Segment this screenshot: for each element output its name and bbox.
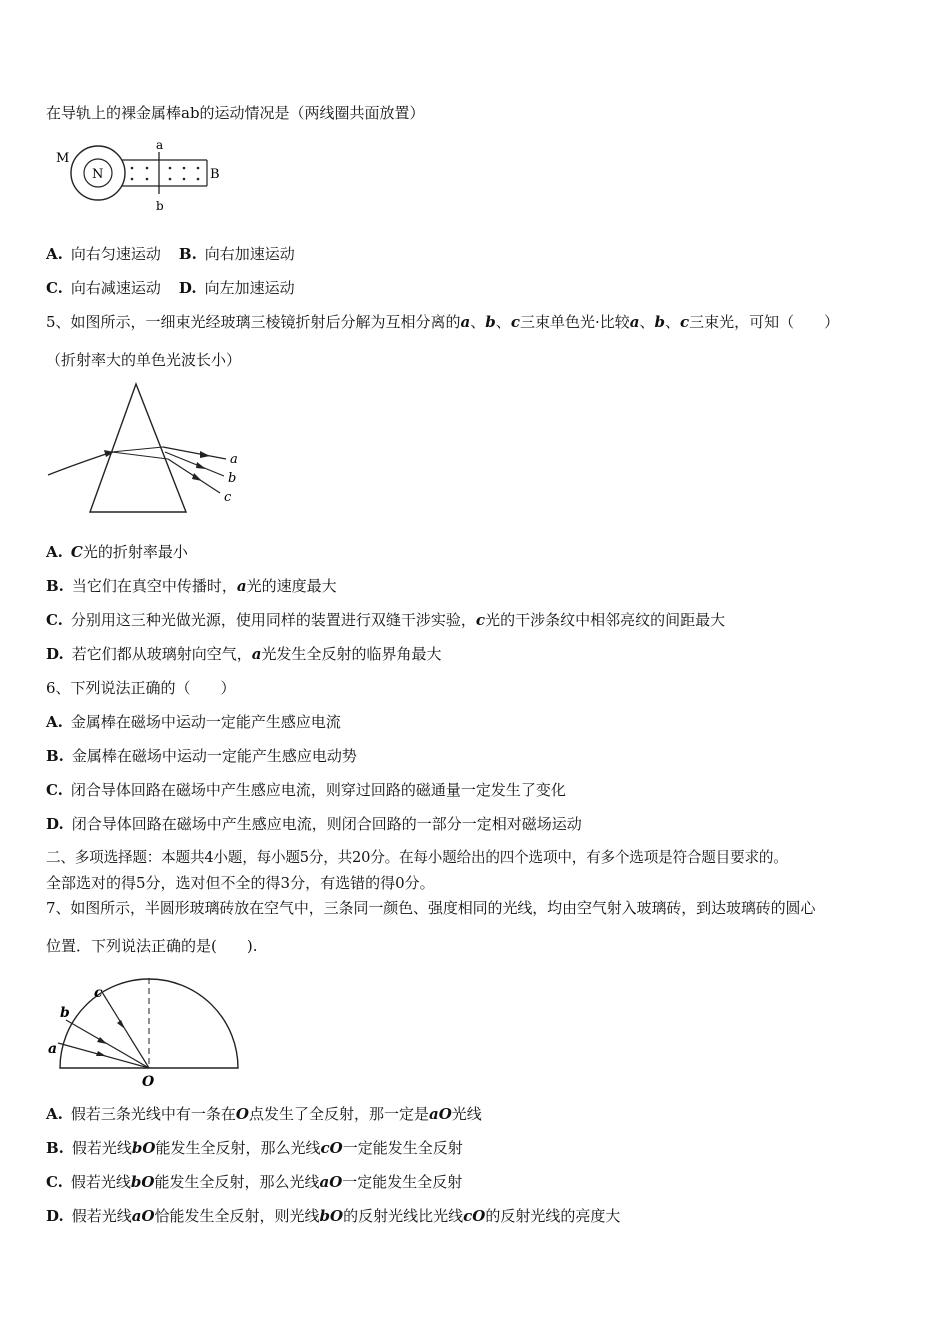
arrow-a [200, 451, 210, 458]
label-n: N [92, 167, 104, 182]
q4-options-row-1 [46, 244, 295, 264]
q5-option-b[interactable]: B. 当它们在真空中传播时，a光的速度最大 [46, 577, 337, 595]
math-variable: aO [319, 1173, 343, 1191]
option-text: 假若光线 [70, 1173, 131, 1191]
q7-stem-line-2: 位置．下列说法正确的是( ). [46, 937, 258, 955]
q4-option-b[interactable]: 向右加速运动 [204, 245, 295, 263]
option-letter: B. [46, 1139, 64, 1157]
option-text: 假若光线 [71, 1207, 132, 1225]
prism-figure [46, 380, 246, 520]
math-variable: bO [131, 1139, 156, 1157]
math-variable: bO [319, 1207, 344, 1225]
arrow-c [192, 473, 202, 481]
arrow-b [196, 462, 206, 469]
option-text: 假若三条光线中有一条在 [70, 1105, 236, 1123]
q6-option-a[interactable]: A. 金属棒在磁场中运动一定能产生感应电流 [46, 713, 341, 731]
option-letter: D. [178, 279, 197, 297]
q6-option-b[interactable]: B. 金属棒在磁场中运动一定能产生感应电动势 [46, 747, 357, 765]
semicircle-figure [44, 976, 244, 1091]
option-text: 的反射光线的亮度大 [485, 1207, 621, 1225]
q5-option-a[interactable]: A. C光的折射率最小 [46, 543, 188, 561]
ray-a [163, 447, 226, 459]
math-variable: aO [428, 1105, 452, 1123]
arrow-b [97, 1037, 107, 1044]
arrow-c [117, 1020, 125, 1029]
q5-option-c[interactable]: C. 分别用这三种光做光源，使用同样的装置进行双缝干涉实验，c光的干涉条纹中相邻亮纹的间距最大 [46, 611, 726, 629]
label-m: M [56, 151, 70, 166]
q5-stem: 5、如图所示，一细束光经玻璃三棱镜折射后分解为互相分离的a、b、c三束单色光·比较a、b、c三束光，可知（ ） [46, 313, 840, 331]
q5-note: （折射率大的单色光波长小） [46, 351, 242, 369]
label-o: O [142, 1074, 155, 1090]
option-text: 一定能发生全反射 [342, 1173, 463, 1191]
option-text: 能发生全反射，那么光线 [154, 1173, 320, 1191]
option-text: 一定能发生全反射 [342, 1139, 463, 1157]
q7-option-c[interactable] [46, 1172, 462, 1192]
label-big-b: B [210, 167, 220, 182]
q5-option-d[interactable]: D. 若它们都从玻璃射向空气，a光发生全反射的临界角最大 [46, 645, 442, 663]
option-letter: A. [46, 1105, 63, 1123]
q7-option-d[interactable] [46, 1206, 620, 1226]
option-letter: C. [46, 279, 63, 297]
q4-option-c[interactable]: 向右减速运动 [70, 279, 161, 297]
q4-option-d[interactable]: 向左加速运动 [204, 279, 295, 297]
label-a: a [156, 138, 164, 152]
label-c: c [224, 490, 232, 505]
coil-rail-figure [52, 138, 227, 216]
label-b: b [60, 1005, 70, 1021]
label-a: a [48, 1041, 58, 1057]
option-text: 的反射光线比光线 [343, 1207, 464, 1225]
inner-ray-bottom [112, 452, 168, 459]
incident-ray [48, 452, 112, 475]
option-text: 假若光线 [71, 1139, 132, 1157]
option-letter: C. [46, 1173, 63, 1191]
option-text: 能发生全反射，那么光线 [155, 1139, 321, 1157]
math-variable: aO [131, 1207, 155, 1225]
option-text: 光线 [451, 1105, 482, 1123]
inner-ray-top [112, 447, 163, 452]
option-letter: A. [46, 245, 63, 263]
math-variable: cO [320, 1139, 343, 1157]
math-variable: O [235, 1105, 249, 1123]
q7-stem-line-1: 7、如图所示，半圆形玻璃砖放在空气中，三条同一颜色、强度相同的光线，均由空气射入玻璃砖，到达玻璃砖的圆心 [46, 899, 816, 917]
ray-b [165, 452, 224, 476]
math-variable: bO [130, 1173, 155, 1191]
option-letter: B. [178, 245, 197, 263]
q6-stem: 6、下列说法正确的（ ） [46, 679, 236, 697]
q4-option-a[interactable]: 向右匀速运动 [70, 245, 161, 263]
section-2-header-line-2: 全部选对的得5分，选对但不全的得3分，有选错的得0分。 [46, 874, 435, 892]
label-b: b [228, 471, 237, 486]
label-c: c [94, 985, 103, 1001]
q4-options-row-2 [46, 278, 295, 298]
option-text: 恰能发生全反射，则光线 [154, 1207, 320, 1225]
q6-option-d[interactable]: D. 闭合导体回路在磁场中产生感应电流，则闭合回路的一部分一定相对磁场运动 [46, 815, 582, 833]
math-variable: cO [463, 1207, 486, 1225]
option-letter: D. [46, 1207, 64, 1225]
option-text: 点发生了全反射，那一定是 [248, 1105, 429, 1123]
prism [90, 384, 186, 512]
ray-b [66, 1020, 149, 1068]
q6-option-c[interactable]: C. 闭合导体回路在磁场中产生感应电流，则穿过回路的磁通量一定发生了变化 [46, 781, 566, 799]
arrow-a [96, 1051, 106, 1056]
q7-option-b[interactable] [46, 1138, 463, 1158]
rail-loop [122, 160, 207, 186]
field-dots [131, 167, 200, 181]
section-2-header-line-1: 二、多项选择题：本题共4小题，每小题5分，共20分。在每小题给出的四个选项中，有多个选项是符合题目要求的。 [46, 849, 788, 866]
q7-option-a[interactable] [46, 1104, 482, 1124]
label-b: b [156, 199, 164, 213]
question-4-stem-tail: 在导轨上的裸金属棒ab的运动情况是（两线圈共面放置） [46, 104, 425, 122]
label-a: a [230, 452, 238, 467]
